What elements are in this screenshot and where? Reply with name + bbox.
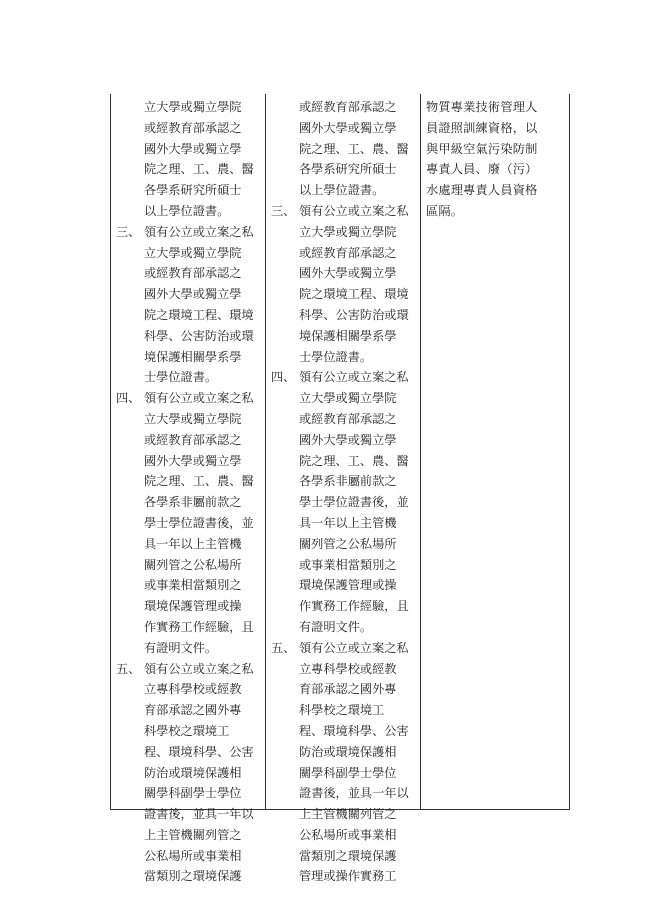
line-text: 國外大學或獨立學 [144,287,242,302]
line-text: 上主管機關列管之 [144,827,242,842]
text-line [271,596,409,617]
line-text: 科學、公害防治或環 [144,328,254,343]
text-line [116,243,254,264]
text-line [271,638,409,659]
text-line [271,118,409,139]
text-line [116,180,254,201]
line-text: 作實務工作經驗，且 [299,599,409,614]
text-line [271,534,409,555]
line-text: 上主管機關列管之 [299,807,397,822]
text-line [271,763,409,784]
text-line [116,347,254,368]
item-number: 四、 [116,391,141,406]
text-line [271,347,409,368]
column-divider-2 [420,94,421,810]
line-text: 管理或操作實務工 [299,869,397,884]
text-line [271,846,409,867]
text-line [116,783,254,804]
text-line [116,409,254,430]
line-text: 各學系非屬前款之 [144,495,242,510]
text-line [116,284,254,305]
text-line [116,513,254,534]
text-line [116,721,254,742]
line-text: 院之環境工程、環境 [144,307,254,322]
text-line [116,534,254,555]
line-text: 各學系研究所碩士 [299,162,397,177]
text-line [271,721,409,742]
text-line [116,367,254,388]
line-text: 科學校之環境工 [299,703,385,718]
line-text: 以上學位證書。 [144,203,230,218]
line-text: 環境保護管理或操 [299,578,397,593]
text-line [271,243,409,264]
line-text: 水處理專責人員資格 [426,183,538,198]
line-text: 或經教育部承認之 [299,411,397,426]
line-text: 立專科學校或經教 [144,682,242,697]
line-text: 或經教育部承認之 [299,245,397,260]
text-line [116,222,254,243]
item-number: 四、 [271,370,296,385]
line-text: 院之理、工、農、醫 [299,453,409,468]
text-line [271,97,409,118]
line-text: 具一年以上主管機 [299,515,397,530]
line-text: 公私場所或事業相 [144,848,242,863]
line-text: 立大學或獨立學院 [144,100,242,114]
text-line [116,388,254,409]
line-text: 或經教育部承認之 [144,120,242,135]
line-text: 育部承認之國外專 [144,703,242,718]
text-line [271,180,409,201]
line-text: 關學科副學士學位 [144,786,242,801]
text-line [116,118,254,139]
column-divider-1 [265,94,266,810]
text-line [271,388,409,409]
text-line [116,596,254,617]
line-text: 學士學位證書後，並 [144,515,254,530]
line-text: 證書後，並具一年以 [299,786,409,801]
column-2 [271,97,409,887]
text-line [271,617,409,638]
text-line [116,471,254,492]
item-number: 三、 [271,203,296,218]
line-text: 程、環境科學、公害 [144,744,254,759]
text-line [271,679,409,700]
line-text: 具一年以上主管機 [144,536,242,551]
line-text: 領有公立或立案之私 [299,203,409,218]
line-text: 公私場所或事業相 [299,827,397,842]
line-text: 境保護相關學系學 [144,349,242,364]
text-line [116,742,254,763]
text-line [271,866,409,887]
text-line [116,804,254,825]
line-text: 員證照訓練資格，以 [426,120,538,135]
text-line [271,804,409,825]
line-text: 院之理、工、農、醫 [144,474,254,489]
line-text: 學士學位證書後，並 [299,495,409,510]
text-line [271,700,409,721]
text-line [271,159,409,180]
line-text: 或經教育部承認之 [299,100,397,114]
text-line [116,305,254,326]
line-text: 以上學位證書。 [299,183,385,198]
line-text: 育部承認之國外專 [299,682,397,697]
line-text: 防治或環境保護相 [299,744,397,759]
text-line [116,846,254,867]
text-line [116,575,254,596]
line-text: 立大學或獨立學院 [299,391,397,406]
line-text: 院之環境工程、環境 [299,287,409,302]
line-text: 關列管之公私場所 [144,557,242,572]
line-text: 國外大學或獨立學 [299,120,397,135]
text-line [116,139,254,160]
text-line [271,409,409,430]
line-text: 當類別之環境保護 [299,848,397,863]
line-text: 境保護相關學系學 [299,328,397,343]
text-line [271,742,409,763]
line-text: 區隔。 [426,203,464,218]
column-1 [116,97,254,887]
line-text: 國外大學或獨立學 [299,266,397,281]
line-text: 各學系研究所碩士 [144,183,242,198]
line-text: 領有公立或立案之私 [144,661,254,676]
line-text: 有證明文件。 [144,640,218,655]
text-line [271,555,409,576]
text-line [271,783,409,804]
text-line [426,139,538,160]
line-text: 國外大學或獨立學 [144,141,242,156]
text-line [116,451,254,472]
item-number: 五、 [271,640,296,655]
text-line [271,471,409,492]
line-text: 領有公立或立案之私 [299,640,409,655]
line-text: 關列管之公私場所 [299,536,397,551]
text-line [426,97,538,118]
text-line [271,305,409,326]
line-text: 防治或環境保護相 [144,765,242,780]
line-text: 立大學或獨立學院 [144,411,242,426]
text-line [116,492,254,513]
line-text: 專責人員、廢（污） [426,162,538,177]
text-line [271,492,409,513]
text-line [426,159,538,180]
text-line [271,222,409,243]
line-text: 士學位證書。 [299,349,373,364]
line-text: 立大學或獨立學院 [144,245,242,260]
line-text: 證書後，並具一年以 [144,807,254,822]
column-3 [426,97,538,222]
line-text: 領有公立或立案之私 [144,224,254,239]
line-text: 或經教育部承認之 [144,266,242,281]
text-line [426,201,538,222]
text-line [271,326,409,347]
item-number: 三、 [116,224,141,239]
line-text: 領有公立或立案之私 [144,391,254,406]
text-line [271,825,409,846]
text-line [116,866,254,887]
item-number: 五、 [116,661,141,676]
line-text: 國外大學或獨立學 [144,453,242,468]
text-line [426,118,538,139]
text-line [271,575,409,596]
text-line [271,430,409,451]
line-text: 院之理、工、農、醫 [144,162,254,177]
line-text: 與甲級空氣污染防制 [426,141,538,156]
text-line [116,763,254,784]
text-line [271,201,409,222]
line-text: 程、環境科學、公害 [299,723,409,738]
line-text: 作實務工作經驗，且 [144,619,254,634]
text-line [271,139,409,160]
text-line [271,513,409,534]
text-line [116,659,254,680]
line-text: 士學位證書。 [144,370,218,385]
line-text: 有證明文件。 [299,619,373,634]
line-text: 關學科副學士學位 [299,765,397,780]
text-line [116,679,254,700]
text-line [116,700,254,721]
line-text: 各學系非屬前款之 [299,474,397,489]
line-text: 立大學或獨立學院 [299,224,397,239]
line-text: 或事業相當類別之 [144,578,242,593]
text-line [116,638,254,659]
line-text: 或經教育部承認之 [144,432,242,447]
text-line [116,201,254,222]
line-text: 環境保護管理或操 [144,599,242,614]
text-line [426,180,538,201]
text-line [116,97,254,118]
text-line [271,451,409,472]
line-text: 院之理、工、農、醫 [299,141,409,156]
text-line [116,617,254,638]
text-line [271,367,409,388]
line-text: 或事業相當類別之 [299,557,397,572]
text-line [116,825,254,846]
text-line [271,659,409,680]
line-text: 當類別之環境保護 [144,869,242,884]
text-line [271,263,409,284]
text-line [116,555,254,576]
line-text: 科學校之環境工 [144,723,230,738]
line-text: 領有公立或立案之私 [299,370,409,385]
text-line [116,430,254,451]
text-line [271,284,409,305]
text-line [116,326,254,347]
line-text: 國外大學或獨立學 [299,432,397,447]
text-line [116,263,254,284]
text-line [116,159,254,180]
line-text: 物質專業技術管理人 [426,100,538,114]
line-text: 立專科學校或經教 [299,661,397,676]
line-text: 科學、公害防治或環 [299,307,409,322]
